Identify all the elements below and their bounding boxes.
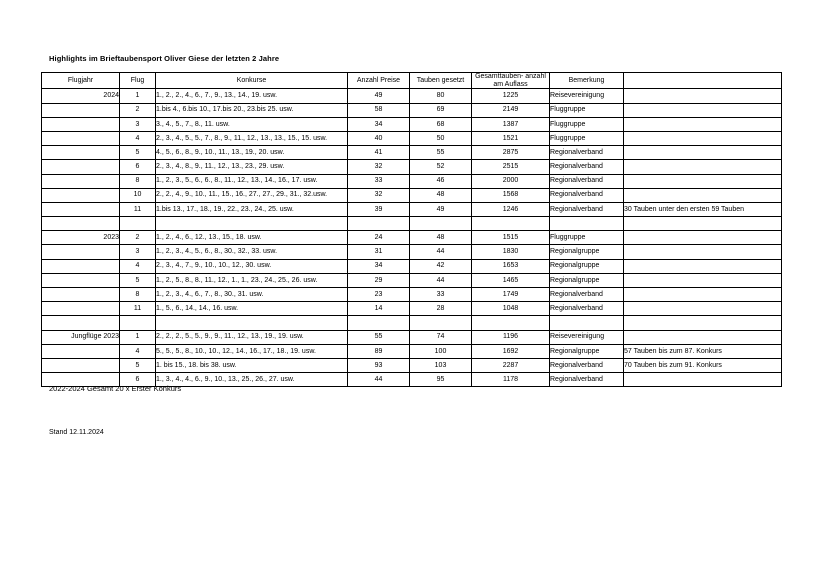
cell-flug: 3 — [120, 117, 156, 131]
cell-flug: 1 — [120, 330, 156, 344]
cell-flug: 5 — [120, 273, 156, 287]
cell-konkurse: 4., 5., 6., 8., 9., 10., 11., 13., 19., 20. usw. — [156, 146, 348, 160]
cell-bemerkung: Regionalgruppe — [550, 259, 624, 273]
column-header-gesamttauben: Gesamttauben- anzahl am Auflass — [472, 73, 550, 89]
column-header-flug: Flug — [120, 73, 156, 89]
cell-note — [624, 131, 782, 145]
cell-gesamttauben: 1387 — [472, 117, 550, 131]
table-cell-empty — [624, 217, 782, 231]
table-body — [42, 89, 782, 387]
table-row — [42, 259, 782, 273]
cell-flugjahr — [42, 146, 120, 160]
cell-tauben-gesetzt: 55 — [410, 146, 472, 160]
cell-note: 57 Tauben bis zum 87. Konkurs — [624, 344, 782, 358]
highlights-table — [41, 72, 782, 387]
cell-konkurse: 1., 2., 5., 8., 8., 11., 12., 1., 1., 23., 24., 25., 26. usw. — [156, 273, 348, 287]
cell-note — [624, 273, 782, 287]
cell-flugjahr: 2024 — [42, 89, 120, 103]
cell-konkurse: 1., 2., 3., 4., 5., 6., 8., 30., 32., 33. usw. — [156, 245, 348, 259]
cell-anzahl-preise: 44 — [348, 373, 410, 387]
cell-gesamttauben: 1568 — [472, 188, 550, 202]
cell-anzahl-preise: 23 — [348, 288, 410, 302]
table-cell-empty — [472, 316, 550, 330]
cell-gesamttauben: 1692 — [472, 344, 550, 358]
cell-note — [624, 146, 782, 160]
cell-anzahl-preise: 32 — [348, 188, 410, 202]
cell-bemerkung: Regionalverband — [550, 373, 624, 387]
table-spacer-row — [42, 316, 782, 330]
cell-bemerkung: Regionalverband — [550, 160, 624, 174]
cell-flugjahr — [42, 358, 120, 372]
cell-konkurse: 1. bis 15., 18. bis 38. usw. — [156, 358, 348, 372]
table-row — [42, 231, 782, 245]
table-row — [42, 245, 782, 259]
cell-anzahl-preise: 14 — [348, 302, 410, 316]
cell-gesamttauben: 1653 — [472, 259, 550, 273]
table-row — [42, 160, 782, 174]
cell-note — [624, 245, 782, 259]
cell-gesamttauben: 1830 — [472, 245, 550, 259]
cell-gesamttauben: 1465 — [472, 273, 550, 287]
page-title: Highlights im Brieftaubensport Oliver Giese der letzten 2 Jahre — [49, 54, 280, 63]
cell-anzahl-preise: 39 — [348, 202, 410, 216]
cell-konkurse: 5., 5., 5., 8., 10., 10., 12., 14., 16., 17., 18., 19. usw. — [156, 344, 348, 358]
cell-bemerkung: Fluggruppe — [550, 117, 624, 131]
cell-flugjahr — [42, 245, 120, 259]
cell-konkurse: 1.bis 13., 17., 18., 19., 22., 23., 24., 25. usw. — [156, 202, 348, 216]
cell-note — [624, 302, 782, 316]
cell-tauben-gesetzt: 46 — [410, 174, 472, 188]
cell-bemerkung: Reisevereinigung — [550, 330, 624, 344]
cell-tauben-gesetzt: 48 — [410, 231, 472, 245]
column-header-notes — [624, 73, 782, 89]
cell-tauben-gesetzt: 49 — [410, 202, 472, 216]
cell-note — [624, 288, 782, 302]
table-cell-empty — [120, 316, 156, 330]
table-cell-empty — [550, 316, 624, 330]
cell-flug: 1 — [120, 89, 156, 103]
cell-bemerkung: Regionalverband — [550, 302, 624, 316]
cell-flugjahr — [42, 288, 120, 302]
cell-anzahl-preise: 31 — [348, 245, 410, 259]
table-cell-empty — [42, 217, 120, 231]
cell-bemerkung: Regionalgruppe — [550, 245, 624, 259]
cell-konkurse: 2., 2., 4., 9., 10., 11., 15., 16., 27., 27., 29., 31., 32.usw. — [156, 188, 348, 202]
cell-flug: 4 — [120, 344, 156, 358]
cell-note — [624, 103, 782, 117]
cell-note — [624, 259, 782, 273]
cell-flugjahr — [42, 202, 120, 216]
table-cell-empty — [156, 316, 348, 330]
cell-note — [624, 174, 782, 188]
cell-gesamttauben: 1515 — [472, 231, 550, 245]
table-cell-empty — [348, 217, 410, 231]
cell-konkurse: 2., 2., 2., 5., 5., 9., 9., 11., 12., 13., 19., 19. usw. — [156, 330, 348, 344]
cell-flug: 2 — [120, 103, 156, 117]
cell-flug: 4 — [120, 131, 156, 145]
cell-konkurse: 1., 2., 3., 5., 6., 6., 8., 11., 12., 13., 14., 16., 17. usw. — [156, 174, 348, 188]
table-row — [42, 330, 782, 344]
cell-flugjahr: Jungflüge 2023 — [42, 330, 120, 344]
cell-anzahl-preise: 32 — [348, 160, 410, 174]
cell-konkurse: 2., 3., 4., 5., 5., 7., 8., 9., 11., 12., 13., 13., 15., 15. usw. — [156, 131, 348, 145]
table-row — [42, 344, 782, 358]
cell-gesamttauben: 1225 — [472, 89, 550, 103]
cell-anzahl-preise: 33 — [348, 174, 410, 188]
cell-flugjahr — [42, 188, 120, 202]
table-cell-empty — [410, 316, 472, 330]
cell-note — [624, 188, 782, 202]
cell-gesamttauben: 1749 — [472, 288, 550, 302]
cell-flugjahr — [42, 344, 120, 358]
table-row — [42, 174, 782, 188]
cell-flug: 6 — [120, 160, 156, 174]
cell-gesamttauben: 1246 — [472, 202, 550, 216]
cell-note — [624, 117, 782, 131]
cell-konkurse: 1., 2., 4., 6., 12., 13., 15., 18. usw. — [156, 231, 348, 245]
cell-anzahl-preise: 55 — [348, 330, 410, 344]
cell-konkurse: 1., 3., 4., 4., 6., 9., 10., 13., 25., 26., 27. usw. — [156, 373, 348, 387]
cell-anzahl-preise: 29 — [348, 273, 410, 287]
column-header-konkurse: Konkurse — [156, 73, 348, 89]
cell-anzahl-preise: 58 — [348, 103, 410, 117]
cell-bemerkung: Regionalverband — [550, 174, 624, 188]
cell-anzahl-preise: 40 — [348, 131, 410, 145]
cell-flug: 8 — [120, 174, 156, 188]
cell-bemerkung: Regionalverband — [550, 358, 624, 372]
cell-note: 30 Tauben unter den ersten 59 Tauben — [624, 202, 782, 216]
cell-flug: 10 — [120, 188, 156, 202]
table-row — [42, 273, 782, 287]
cell-note — [624, 231, 782, 245]
cell-gesamttauben: 2515 — [472, 160, 550, 174]
cell-tauben-gesetzt: 28 — [410, 302, 472, 316]
cell-tauben-gesetzt: 68 — [410, 117, 472, 131]
cell-tauben-gesetzt: 44 — [410, 245, 472, 259]
cell-flug: 8 — [120, 288, 156, 302]
cell-konkurse: 1., 2., 3., 4., 6., 7., 8., 30., 31. usw. — [156, 288, 348, 302]
column-header-anzahl-preise: Anzahl Preise — [348, 73, 410, 89]
cell-bemerkung: Fluggruppe — [550, 131, 624, 145]
cell-flugjahr — [42, 160, 120, 174]
cell-flugjahr: 2023 — [42, 231, 120, 245]
cell-anzahl-preise: 93 — [348, 358, 410, 372]
table-cell-empty — [472, 217, 550, 231]
cell-tauben-gesetzt: 69 — [410, 103, 472, 117]
table-row — [42, 358, 782, 372]
cell-note: 70 Tauben bis zum 91. Konkurs — [624, 358, 782, 372]
cell-tauben-gesetzt: 103 — [410, 358, 472, 372]
cell-note — [624, 330, 782, 344]
cell-flug: 11 — [120, 202, 156, 216]
table-row — [42, 131, 782, 145]
cell-gesamttauben: 2287 — [472, 358, 550, 372]
cell-bemerkung: Regionalgruppe — [550, 273, 624, 287]
cell-flug: 5 — [120, 358, 156, 372]
cell-flug: 2 — [120, 231, 156, 245]
cell-bemerkung: Fluggruppe — [550, 103, 624, 117]
cell-gesamttauben: 1196 — [472, 330, 550, 344]
column-header-bemerkung: Bemerkung — [550, 73, 624, 89]
table-spacer-row — [42, 217, 782, 231]
cell-tauben-gesetzt: 42 — [410, 259, 472, 273]
cell-tauben-gesetzt: 44 — [410, 273, 472, 287]
cell-bemerkung: Regionalgruppe — [550, 344, 624, 358]
table-cell-empty — [410, 217, 472, 231]
cell-gesamttauben: 2149 — [472, 103, 550, 117]
table-cell-empty — [348, 316, 410, 330]
cell-bemerkung: Regionalverband — [550, 146, 624, 160]
cell-flug: 11 — [120, 302, 156, 316]
cell-konkurse: 1., 2., 2., 4., 6., 7., 9., 13., 14., 19. usw. — [156, 89, 348, 103]
cell-anzahl-preise: 49 — [348, 89, 410, 103]
cell-flug: 5 — [120, 146, 156, 160]
cell-tauben-gesetzt: 95 — [410, 373, 472, 387]
cell-note — [624, 373, 782, 387]
table-cell-empty — [550, 217, 624, 231]
cell-flugjahr — [42, 174, 120, 188]
cell-anzahl-preise: 24 — [348, 231, 410, 245]
cell-bemerkung: Reisevereinigung — [550, 89, 624, 103]
table-row — [42, 202, 782, 216]
cell-flugjahr — [42, 103, 120, 117]
column-header-flugjahr: Flugjahr — [42, 73, 120, 89]
cell-konkurse: 2., 3., 4., 7., 9., 10., 10., 12., 30. usw. — [156, 259, 348, 273]
cell-bemerkung: Regionalverband — [550, 288, 624, 302]
column-header-tauben-gesetzt: Tauben gesetzt — [410, 73, 472, 89]
cell-flug: 4 — [120, 259, 156, 273]
table-row — [42, 288, 782, 302]
cell-flug: 3 — [120, 245, 156, 259]
cell-gesamttauben: 2000 — [472, 174, 550, 188]
cell-bemerkung: Regionalverband — [550, 202, 624, 216]
table-header-row — [42, 73, 782, 89]
cell-tauben-gesetzt: 100 — [410, 344, 472, 358]
cell-anzahl-preise: 41 — [348, 146, 410, 160]
cell-konkurse: 1.bis 4., 6.bis 10., 17.bis 20., 23.bis 25. usw. — [156, 103, 348, 117]
cell-konkurse: 2., 3., 4., 8., 9., 11., 12., 13., 23., 29. usw. — [156, 160, 348, 174]
cell-bemerkung: Fluggruppe — [550, 231, 624, 245]
table-cell-empty — [42, 316, 120, 330]
cell-tauben-gesetzt: 80 — [410, 89, 472, 103]
table-cell-empty — [624, 316, 782, 330]
table-row — [42, 188, 782, 202]
cell-flug: 6 — [120, 373, 156, 387]
table-cell-empty — [120, 217, 156, 231]
table-row — [42, 117, 782, 131]
cell-note — [624, 160, 782, 174]
cell-flugjahr — [42, 117, 120, 131]
table-row — [42, 89, 782, 103]
cell-flugjahr — [42, 302, 120, 316]
table-row — [42, 302, 782, 316]
table-row — [42, 103, 782, 117]
cell-tauben-gesetzt: 33 — [410, 288, 472, 302]
cell-flugjahr — [42, 131, 120, 145]
cell-gesamttauben: 1048 — [472, 302, 550, 316]
cell-note — [624, 89, 782, 103]
cell-tauben-gesetzt: 52 — [410, 160, 472, 174]
cell-flugjahr — [42, 259, 120, 273]
table-row — [42, 146, 782, 160]
cell-bemerkung: Regionalverband — [550, 188, 624, 202]
cell-gesamttauben: 2875 — [472, 146, 550, 160]
cell-flugjahr — [42, 273, 120, 287]
cell-tauben-gesetzt: 74 — [410, 330, 472, 344]
summary-text: 2022-2024 Gesamt 20 x Erster Konkurs — [49, 384, 182, 393]
cell-konkurse: 3., 4., 5., 7., 8., 11. usw. — [156, 117, 348, 131]
cell-konkurse: 1., 5., 6., 14., 14., 16. usw. — [156, 302, 348, 316]
cell-anzahl-preise: 34 — [348, 259, 410, 273]
stand-date: Stand 12.11.2024 — [49, 429, 104, 436]
table-cell-empty — [156, 217, 348, 231]
cell-anzahl-preise: 34 — [348, 117, 410, 131]
cell-gesamttauben: 1178 — [472, 373, 550, 387]
cell-tauben-gesetzt: 50 — [410, 131, 472, 145]
cell-tauben-gesetzt: 48 — [410, 188, 472, 202]
cell-gesamttauben: 1521 — [472, 131, 550, 145]
cell-anzahl-preise: 89 — [348, 344, 410, 358]
